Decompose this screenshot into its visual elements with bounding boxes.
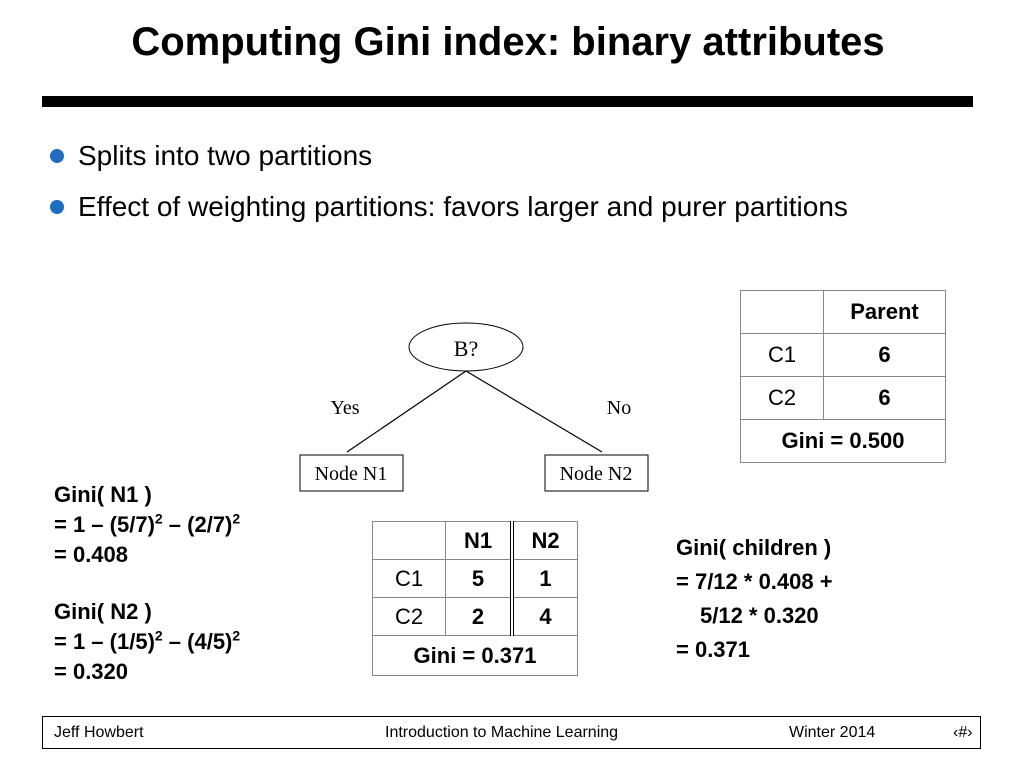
gini-children-result: = 0.371: [676, 637, 751, 662]
no-edge: [466, 371, 602, 452]
class-count: 6: [824, 377, 946, 420]
bullet-dot-icon: [50, 149, 64, 163]
bullet-text: Splits into two partitions: [78, 140, 373, 171]
slide-title: Computing Gini index: binary attributes: [131, 20, 885, 64]
exponent: 2: [232, 510, 241, 527]
root-label: B?: [453, 336, 479, 361]
gini-n2-formula: [54, 597, 240, 687]
gini-n2-heading: Gini( N2 ): [54, 599, 152, 624]
gini-children-line: 5/12 * 0.320: [700, 603, 819, 628]
yes-label: Yes: [330, 397, 360, 419]
node-n1-label: Node N1: [314, 463, 388, 485]
parent-gini: Gini = 0.500: [741, 420, 946, 463]
n2-header: N2: [512, 522, 578, 560]
yes-edge: [347, 371, 466, 452]
gini-children-formula: [676, 531, 833, 667]
class-label: C2: [373, 598, 446, 636]
gini-n1-expression: [54, 510, 240, 540]
gini-n2-expression: [54, 627, 240, 657]
gini-n1-heading: Gini( N1 ): [54, 482, 152, 507]
n2-count: 4: [512, 598, 578, 636]
parent-table: [740, 290, 946, 463]
footer-author: Jeff Howbert: [54, 724, 144, 741]
term: – (4/5): [162, 629, 233, 654]
children-gini: Gini = 0.371: [373, 636, 578, 676]
class-label: C2: [741, 377, 824, 420]
table-corner-cell: [741, 291, 824, 334]
title-divider: [42, 96, 973, 107]
table-corner-cell: [373, 522, 446, 560]
slide-footer: [42, 716, 981, 749]
table-row: [741, 334, 946, 377]
term: = 1 – (1/5): [54, 629, 155, 654]
exponent: 2: [232, 627, 241, 644]
bullet-text: Effect of weighting partitions: favors larger and purer partitions: [78, 191, 848, 222]
bullet-dot-icon: [50, 200, 64, 214]
exponent: 2: [154, 627, 163, 644]
term: = 1 – (5/7): [54, 512, 155, 537]
class-label: C1: [373, 560, 446, 598]
table-row: [741, 377, 946, 420]
gini-n1-result: = 0.408: [54, 542, 129, 567]
node-n2-label: Node N2: [559, 463, 633, 485]
class-label: C1: [741, 334, 824, 377]
n1-count: 5: [446, 560, 513, 598]
n1-count: 2: [446, 598, 513, 636]
gini-children-heading: Gini( children ): [676, 535, 832, 560]
n1-header: N1: [446, 522, 513, 560]
footer-course: Introduction to Machine Learning: [385, 724, 619, 741]
parent-header: Parent: [824, 291, 946, 334]
class-count: 6: [824, 334, 946, 377]
footer-page-number: ‹#›: [953, 724, 973, 741]
footer-term: Winter 2014: [789, 724, 876, 741]
term: – (2/7): [162, 512, 233, 537]
gini-n1-formula: [54, 480, 240, 570]
table-row: [373, 560, 578, 598]
decision-tree: [290, 315, 660, 495]
n2-count: 1: [512, 560, 578, 598]
table-row: [373, 598, 578, 636]
gini-children-line: = 7/12 * 0.408 +: [676, 569, 833, 594]
exponent: 2: [154, 510, 163, 527]
children-table: [372, 521, 578, 676]
no-label: No: [606, 397, 632, 419]
gini-n2-result: = 0.320: [54, 659, 129, 684]
